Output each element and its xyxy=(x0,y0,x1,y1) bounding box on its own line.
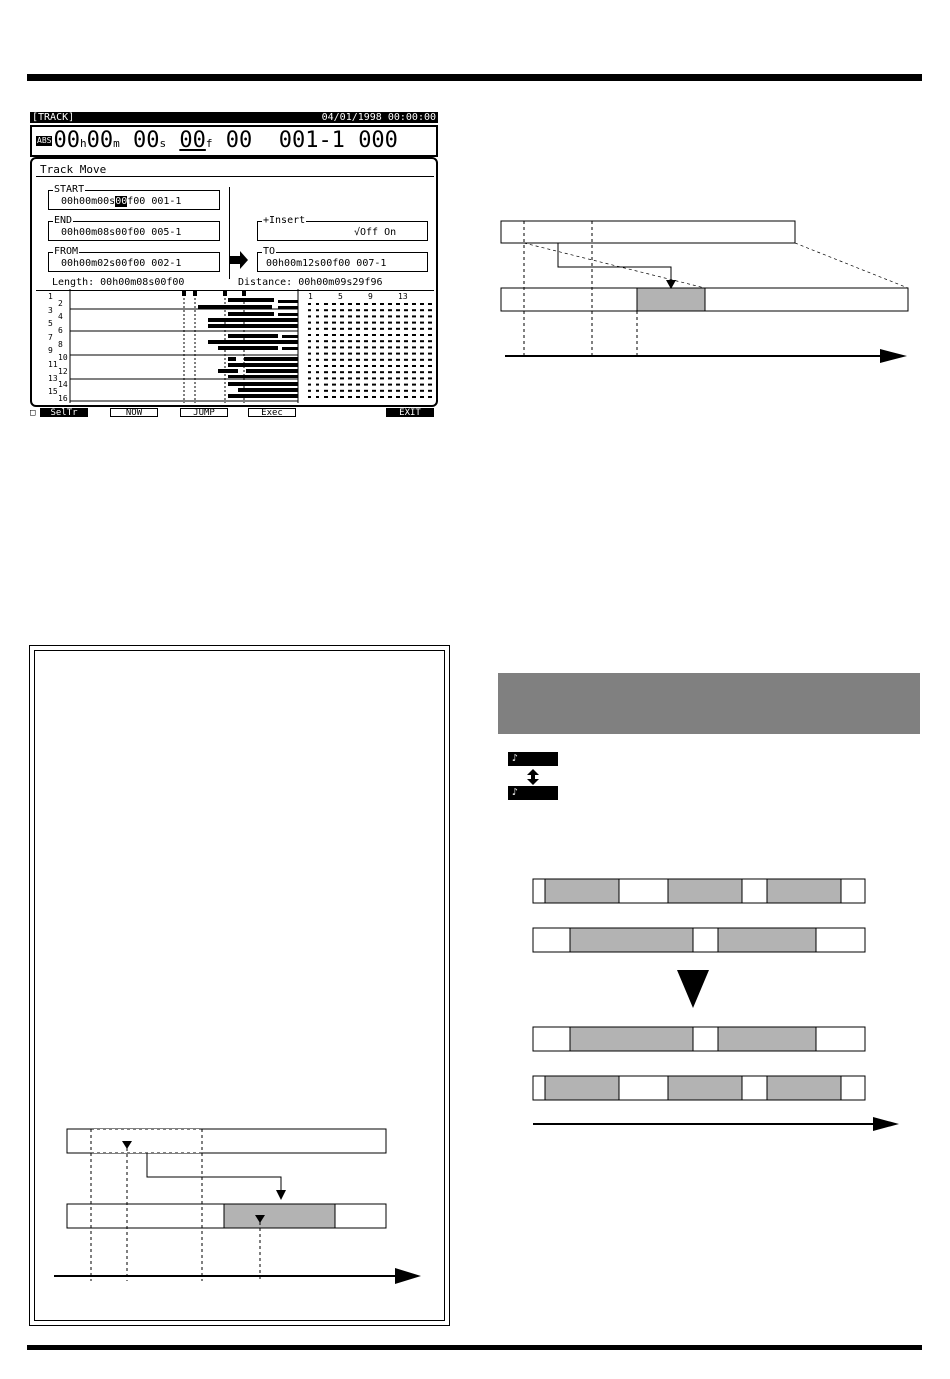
frames-unit: f xyxy=(205,137,213,150)
hours-unit: h xyxy=(79,137,87,150)
length-readout: Length: 00h00m08s00f00 xyxy=(52,277,185,288)
track-number: 13 xyxy=(48,373,58,383)
counter-hours: 00 xyxy=(53,128,80,153)
insert-label: +Insert xyxy=(263,215,306,226)
f6-label: EXIT xyxy=(399,408,421,418)
track-number: 1 xyxy=(48,292,53,301)
track-number: 4 xyxy=(58,312,63,322)
screen-name: [TRACK] xyxy=(32,112,75,123)
grid-column-label: 9 xyxy=(368,292,373,301)
f4-label: Exec xyxy=(261,408,283,418)
panel-title: Track Move xyxy=(40,163,107,176)
track-number: 3 xyxy=(48,305,53,315)
track-number: 10 xyxy=(58,353,68,363)
start-value-cursor: 00 xyxy=(115,196,128,207)
minutes-unit: m xyxy=(113,137,120,150)
track-number: 7 xyxy=(48,332,53,342)
track-number: 9 xyxy=(48,346,53,356)
f2-label: NOW xyxy=(125,408,143,418)
track-number: 15 xyxy=(48,387,58,397)
date-time: 04/01/1998 00:00:00 xyxy=(321,112,436,123)
track-number: 6 xyxy=(58,326,63,335)
grid-column-label: 5 xyxy=(338,292,343,301)
from-value: 00h00m02s00f00 002-1 xyxy=(61,258,182,269)
f1-label: SelTr xyxy=(50,408,78,418)
track-number: 11 xyxy=(48,360,58,369)
end-label: END xyxy=(54,215,73,226)
track-number: 2 xyxy=(58,298,63,308)
counter-seconds: 00 xyxy=(132,128,160,153)
start-label: START xyxy=(54,184,85,195)
start-value-a: 00h00m00s xyxy=(61,196,116,207)
abs-badge: ABS xyxy=(37,136,52,145)
track-number: 16 xyxy=(58,394,68,403)
f3-label: JUMP xyxy=(193,408,215,418)
function-page-icon: □ xyxy=(30,408,36,418)
track-note-icon: ♪ xyxy=(508,752,558,766)
to-label: TO xyxy=(263,246,276,257)
track-number: 8 xyxy=(58,339,63,349)
seconds-unit: s xyxy=(159,137,167,150)
counter-subframes: 00 xyxy=(225,128,253,153)
counter-tick: 000 xyxy=(358,128,398,153)
insert-value: √Off On xyxy=(354,227,397,238)
counter-measure: 001-1 xyxy=(278,128,345,153)
track-number: 12 xyxy=(58,366,68,376)
distance-readout: Distance: 00h00m09s29f96 xyxy=(238,277,383,288)
track-number: 14 xyxy=(58,380,68,390)
to-value: 00h00m12s00f00 007-1 xyxy=(266,258,387,269)
grid-column-label: 1 xyxy=(308,292,313,301)
counter-frames: 00 xyxy=(179,128,206,153)
grid-column-label: 13 xyxy=(398,292,408,301)
counter-minutes: 00 xyxy=(86,128,114,153)
track-number: 5 xyxy=(48,319,53,329)
track-note-icon-2: ♪ xyxy=(508,786,558,800)
from-label: FROM xyxy=(54,246,79,257)
start-value-b: f00 001-1 xyxy=(127,196,182,207)
end-value: 00h00m08s00f00 005-1 xyxy=(61,227,182,238)
